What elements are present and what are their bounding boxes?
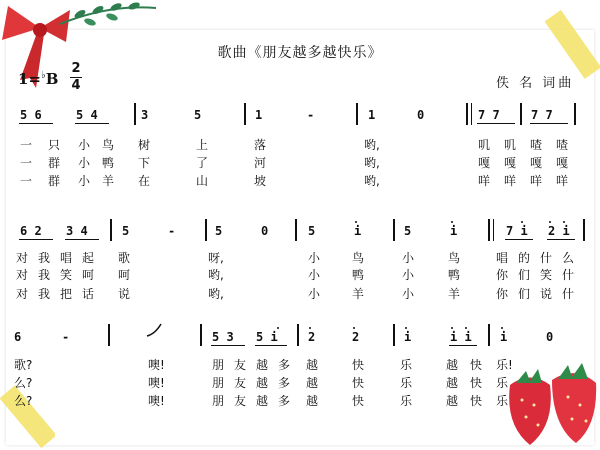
lyric-char: 越 [256,376,269,390]
lyric-char: 起 [82,251,95,265]
lyric-char: 鸟 [352,251,365,265]
lyric-char: 乐 [496,394,509,408]
lyric-char: 鸭 [102,156,115,170]
note: 5 [308,224,316,238]
lyric-char: 歌? [14,358,33,372]
note: i [354,224,362,238]
song-title: 歌曲《朋友越多越快乐》 [217,45,383,61]
note: 5 [215,224,223,238]
lyric-char: 快 [470,394,483,408]
lyric-char: 落 [254,138,267,152]
note: i [500,330,508,344]
lyric-char: 哟, [208,268,224,282]
lyric-char: 鸭 [448,268,461,282]
lyric-char: 越 [306,376,319,390]
lyric-char: 什 [562,268,575,282]
note-group: 5 i [256,330,278,344]
lyric-char: 咩 [504,174,517,188]
lyric-char: 快 [470,358,483,372]
lyric-char: 越 [446,376,459,390]
lyric-char: 了 [196,156,209,170]
note: - [307,108,315,122]
lyric-char: 我 [38,287,51,301]
lyric-char: 群 [48,174,61,188]
lyric-char: 多 [278,358,291,372]
lyric-char: 什 [562,287,575,301]
lyric-char: 快 [352,376,365,390]
lyric-char: 一 [20,156,33,170]
lyric-char: 在 [138,174,151,188]
lyric-char: 朋 [212,394,225,408]
lyric-char: 快 [470,376,483,390]
lyric-char: 朋 [212,358,225,372]
lyric-char: 越 [256,358,269,372]
lyric-char: 咩 [530,174,543,188]
lyric-char: 一 [20,138,33,152]
note-group: 7 7 [531,108,553,122]
note-group: i i [450,330,472,344]
lyric-char: 乐 [400,358,413,372]
lyric-char: 群 [48,156,61,170]
lyric-char: 呵 [82,268,95,282]
lyric-char: 坡 [254,174,267,188]
lyric-char: 小 [402,251,415,265]
lyric-char: 叽 [478,138,491,152]
lyric-char: 的 [518,251,531,265]
lyric-char: 乐 [496,376,509,390]
note: 0 [546,330,554,344]
lyric-char: 友 [234,358,247,372]
lyric-char: 哟, [364,138,380,152]
lyric-char: 噢! [148,376,165,390]
lyric-char: 们 [518,287,531,301]
lyric-char: 上 [196,138,209,152]
lyric-char: 嘎 [478,156,491,170]
lyric-char: 嘎 [504,156,517,170]
lyric-char: 小 [308,251,321,265]
lyric-char: 乐! [496,358,513,372]
note-group: 2 i [548,224,570,238]
lyric-char: 么? [14,376,33,390]
lyric-char: 呀, [208,251,224,265]
lyric-char: 树 [138,138,151,152]
lyric-char: 小 [78,138,91,152]
lyric-char: 喳 [556,138,569,152]
lyric-char: 嘎 [530,156,543,170]
lyric-char: 乐 [400,376,413,390]
lyric-char: 羊 [102,174,115,188]
lyric-char: 朋 [212,376,225,390]
lyric-char: 对 [16,251,29,265]
time-signature: 2 4 [71,61,81,93]
lyric-char: 么? [14,394,33,408]
note: 2 [308,330,316,344]
note: 0 [417,108,425,122]
lyric-char: 什 [540,251,553,265]
lyric-char: 哟, [208,287,224,301]
note-group: 5 3 [212,330,234,344]
lyric-char: 鸭 [352,268,365,282]
lyric-char: 鸟 [102,138,115,152]
lyric-char: 说 [118,287,131,301]
lyric-char: 笑 [60,268,73,282]
note: 3 [141,108,149,122]
lyric-char: 小 [78,174,91,188]
lyric-char: 你 [496,287,509,301]
note: 0 [261,224,269,238]
lyric-char: 小 [308,268,321,282]
lyric-char: 我 [38,268,51,282]
note: 1 [255,108,263,122]
leaf-sprig-icon [60,0,160,30]
note: 1 [368,108,376,122]
note-group: 7 i [506,224,528,238]
lyric-char: 山 [196,174,209,188]
lyric-char: 话 [82,287,95,301]
note: i [404,330,412,344]
lyric-char: 笑 [540,268,553,282]
lyric-char: 越 [446,394,459,408]
note: 2 [352,330,360,344]
key-signature: 1=♭B [18,70,59,88]
lyric-char: 们 [518,268,531,282]
lyric-char: 多 [278,394,291,408]
note: 5 [122,224,130,238]
note-group: 5 4 [76,108,98,122]
composer-credit: 佚 名 词曲 [496,76,575,91]
lyric-char: 羊 [448,287,461,301]
lyric-char: 友 [234,394,247,408]
note-group: 3 4 [66,224,88,238]
lyric-char: 越 [256,394,269,408]
lyric-char: 友 [234,376,247,390]
lyric-char: 咩 [556,174,569,188]
lyric-char: 乐 [400,394,413,408]
lyric-char: 只 [48,138,61,152]
lyric-char: 把 [60,287,73,301]
lyric-char: 噢! [148,394,165,408]
lyric-char: 么 [562,251,575,265]
lyric-char: 哟, [364,174,380,188]
note: - [168,224,176,238]
lyric-char: 小 [308,287,321,301]
lyric-char: 你 [496,268,509,282]
lyric-char: 越 [306,394,319,408]
lyric-char: 快 [352,394,365,408]
lyric-char: 小 [402,287,415,301]
lyric-char: 噢! [148,358,165,372]
lyric-char: 说 [540,287,553,301]
note: 6 [14,330,22,344]
note-group: 7 7 [478,108,500,122]
lyric-char: 对 [16,268,29,282]
breath-mark-icon [145,322,163,338]
note-group: 6 2 [20,224,42,238]
note: 5 [404,224,412,238]
lyric-char: 咩 [478,174,491,188]
lyric-char: 呵 [118,268,131,282]
note-group: 5 6 [20,108,42,122]
lyric-char: 叽 [504,138,517,152]
lyric-char: 小 [78,156,91,170]
strawberry-icon [500,345,600,450]
lyric-char: 小 [402,268,415,282]
lyric-char: 鸟 [448,251,461,265]
note: i [450,224,458,238]
lyric-char: 越 [446,358,459,372]
lyric-char: 一 [20,174,33,188]
lyric-char: 唱 [60,251,73,265]
lyric-char: 唱 [496,251,509,265]
note: - [62,330,70,344]
lyric-char: 嘎 [556,156,569,170]
lyric-char: 我 [38,251,51,265]
lyric-char: 对 [16,287,29,301]
lyric-char: 下 [138,156,151,170]
lyric-char: 河 [254,156,267,170]
lyric-char: 多 [278,376,291,390]
lyric-char: 越 [306,358,319,372]
lyric-char: 快 [352,358,365,372]
note: 5 [194,108,202,122]
lyric-char: 羊 [352,287,365,301]
lyric-char: 哟, [364,156,380,170]
lyric-char: 歌 [118,251,131,265]
lyric-char: 喳 [530,138,543,152]
